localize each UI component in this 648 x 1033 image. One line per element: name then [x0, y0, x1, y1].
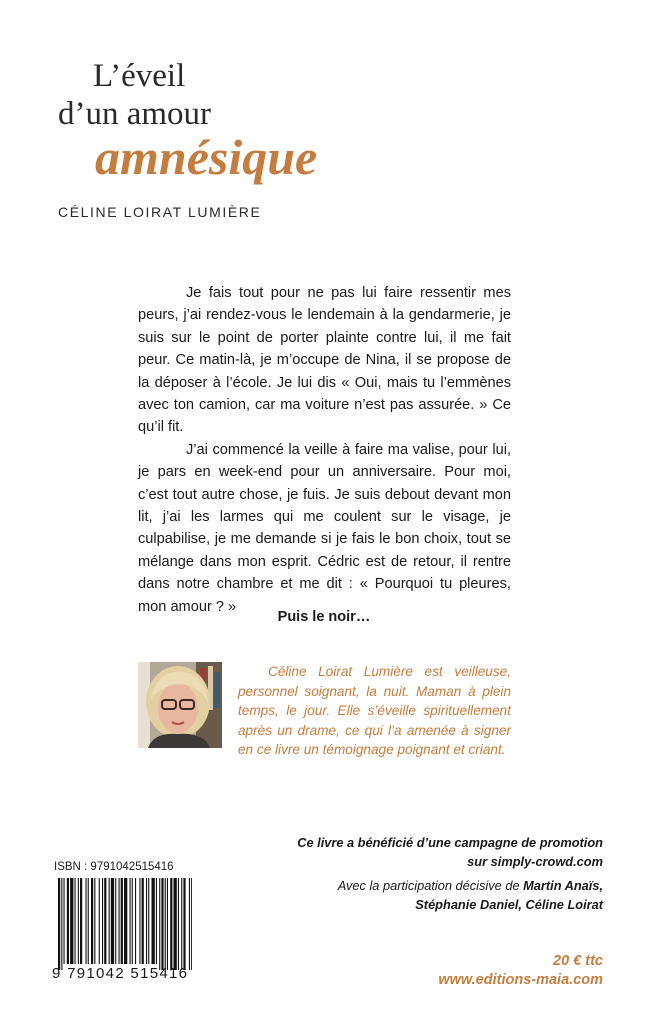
title-line-1: L’éveil [93, 58, 186, 94]
barcode-bar [111, 878, 114, 964]
price: 20 € ttc [553, 953, 603, 969]
barcode-bar [161, 878, 163, 970]
author-name: CÉLINE LOIRAT LUMIÈRE [58, 204, 262, 220]
barcode-bar [99, 878, 100, 964]
participation-names-2: Stéphanie Daniel, Céline Loirat [415, 896, 603, 912]
title-line-3: amnésique [95, 129, 318, 185]
barcode-bar [115, 878, 116, 964]
barcode-bar [121, 878, 123, 964]
barcode-bar [102, 878, 103, 964]
blurb-paragraph-1: Je fais tout pour ne pas lui faire ressentir mes peurs, j’ai rendez-vous le lendemain à la gendarmerie, je suis sur le point de porter plainte contre lui, il me fait peur. Ce matin-là, je m’occupe de Nina, il se propose de la déposer à l’école. Je lui dis « Oui, mais tu l’emmènes avec ton camion, car ma voiture n’est pas assurée. » Ce qu’il fit. [138, 285, 511, 436]
barcode-bar [170, 878, 172, 970]
barcode-bar [130, 878, 131, 964]
barcode-bar [70, 878, 73, 964]
barcode-bar [80, 878, 82, 964]
author-bio-text: Céline Loirat Lumière est veilleuse, personnel soignant, la nuit. Maman à plein temps, le jour. Elle s’éveille spirituellement après un drame, ce qui l’a amenée à signer en ce livre un témoignage poignant et criant. [238, 664, 511, 758]
barcode-bar [67, 878, 69, 964]
barcode-bar [156, 878, 157, 964]
barcode-bar [178, 878, 179, 970]
promo-line-1: Ce livre a bénéficié d’une campagne de promotion [297, 835, 603, 850]
barcode-bar [58, 878, 60, 970]
barcode-bar [91, 878, 93, 964]
barcode-bar [124, 878, 127, 964]
blurb-text [138, 282, 511, 618]
author-bio [238, 662, 511, 760]
participation-note [338, 877, 603, 914]
barcode-bar [152, 878, 155, 964]
promo-note [297, 834, 603, 871]
barcode-bar [64, 878, 65, 964]
barcode-bar [139, 878, 140, 964]
barcode-bar [88, 878, 89, 964]
promo-line-2: sur simply-crowd.com [467, 853, 603, 869]
barcode-bar [61, 878, 62, 970]
blurb-paragraph-2: J’ai commencé la veille à faire ma valise, pour lui, je pars en week-end pour un anniversaire. Pour moi, c’est tout autre chose, je fuis. Je suis debout devant mon lit, j’ai les larmes qui me coulent sur le visage, je culpabilise, je me demande si je fais le bon choix, tout se mélange dans mon esprit. Cédric est de retour, il rentre dans notre chambre et me dit : « Pourquoi tu pleures, mon amour ? » [138, 441, 511, 615]
tagline: Puis le noir… [277, 609, 371, 625]
barcode-bar [135, 878, 136, 964]
barcode-bar [75, 878, 76, 964]
barcode-bar [94, 878, 95, 964]
barcode-bar [109, 878, 110, 964]
barcode-bar [142, 878, 144, 964]
barcode-bar [165, 878, 166, 970]
author-photo [138, 662, 222, 748]
barcode-bar [183, 878, 185, 970]
barcode-bar [181, 878, 182, 970]
barcode-bar [148, 878, 149, 964]
barcode-bar [174, 878, 177, 970]
barcode-bar [119, 878, 120, 964]
barcode-bar [104, 878, 106, 964]
title-line-2: d’un amour [58, 96, 212, 132]
barcode-bar [189, 878, 190, 970]
barcode-bar [132, 878, 133, 964]
barcode-bar [146, 878, 147, 964]
participation-names-1: Martin Anaïs, [523, 878, 603, 893]
barcode-bar [191, 878, 192, 970]
isbn-label: ISBN : 9791042515416 [54, 861, 174, 873]
barcode-digits: 9 791042 515416 [52, 965, 189, 982]
barcode-bar [86, 878, 87, 964]
publisher-website: www.editions-maia.com [438, 972, 603, 988]
barcode-bar [78, 878, 79, 964]
barcode-bar [167, 878, 168, 970]
participation-prefix: Avec la participation décisive de [337, 878, 524, 893]
barcode-bar [159, 878, 160, 970]
